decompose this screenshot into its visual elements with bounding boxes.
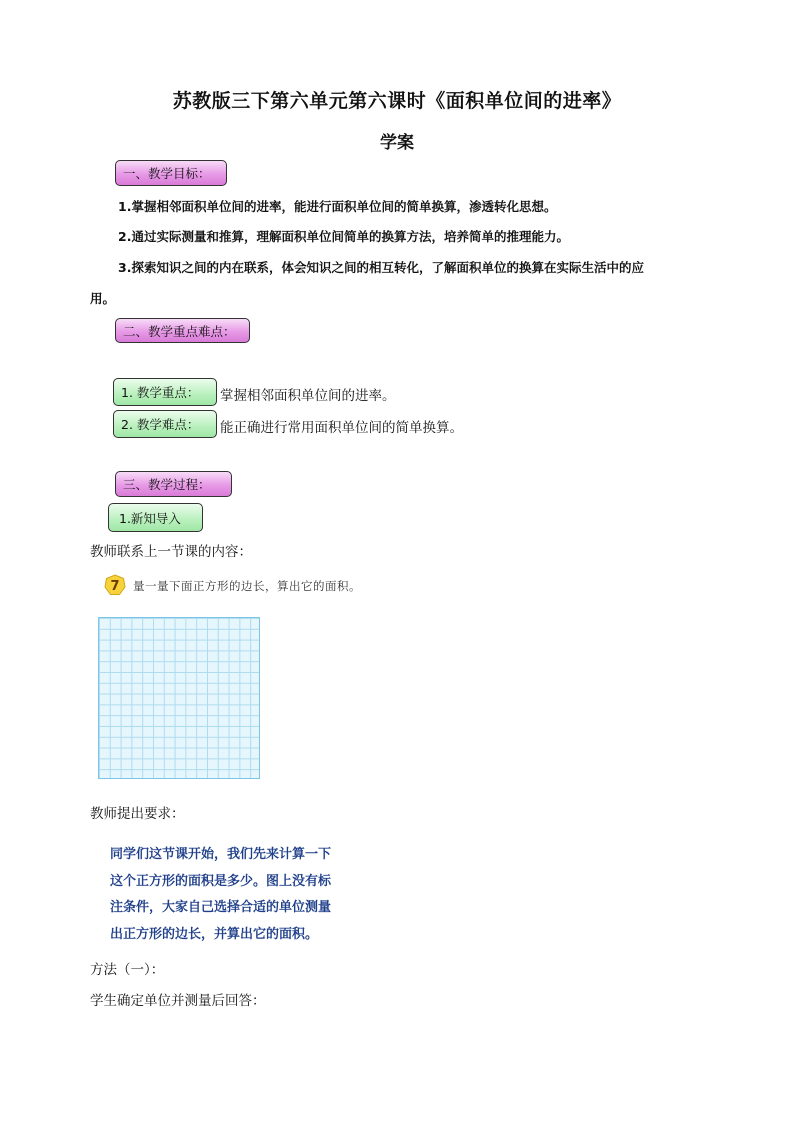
difficulty-text: 能正确进行常用面积单位间的简单换算。 — [220, 420, 463, 436]
exercise-number: 7 — [110, 579, 120, 594]
key-point-text: 掌握相邻面积单位间的进率。 — [220, 388, 396, 404]
exercise-prompt: 量一量下面正方形的边长，算出它的面积。 — [133, 579, 361, 593]
section-label-objectives: 一、教学目标： — [115, 160, 227, 186]
grid-square-figure — [98, 617, 260, 779]
section-label-key-points: 二、教学重点难点： — [115, 318, 250, 343]
step-label-new-intro: 1.新知导入 — [108, 503, 203, 532]
teacher-request-intro: 教师提出要求： — [90, 806, 185, 822]
exercise-number-badge — [104, 574, 126, 596]
goal-item-3-continued: 用。 — [90, 291, 116, 306]
request-line: 这个正方形的面积是多少。图上没有标 — [110, 873, 332, 889]
request-line: 出正方形的边长，并算出它的面积。 — [110, 926, 319, 942]
request-line: 同学们这节课开始，我们先来计算一下 — [110, 847, 332, 862]
key-point-label: 1. 教学重点： — [113, 378, 217, 406]
document-title: 苏教版三下第六单元第六课时《面积单位间的进率》 — [172, 90, 622, 112]
document-subtitle: 学案 — [380, 133, 414, 153]
teacher-request-text — [110, 842, 360, 948]
student-text: 学生确定单位并测量后回答： — [90, 993, 266, 1009]
intro-text: 教师联系上一节课的内容： — [90, 544, 252, 560]
difficulty-label: 2. 教学难点： — [113, 410, 217, 438]
goal-item-2: 2.通过实际测量和推算，理解面积单位间简单的换算方法，培养简单的推理能力。 — [118, 229, 569, 244]
goal-item-3: 3.探索知识之间的内在联系，体会知识之间的相互转化，了解面积单位的换算在实际生活中的应 — [118, 260, 644, 275]
request-line: 注条件，大家自己选择合适的单位测量 — [110, 900, 332, 915]
method-label: 方法（一）： — [90, 962, 165, 978]
section-label-process: 三、教学过程： — [115, 471, 232, 497]
goal-item-1: 1.掌握相邻面积单位间的进率，能进行面积单位间的简单换算，渗透转化思想。 — [118, 199, 557, 214]
